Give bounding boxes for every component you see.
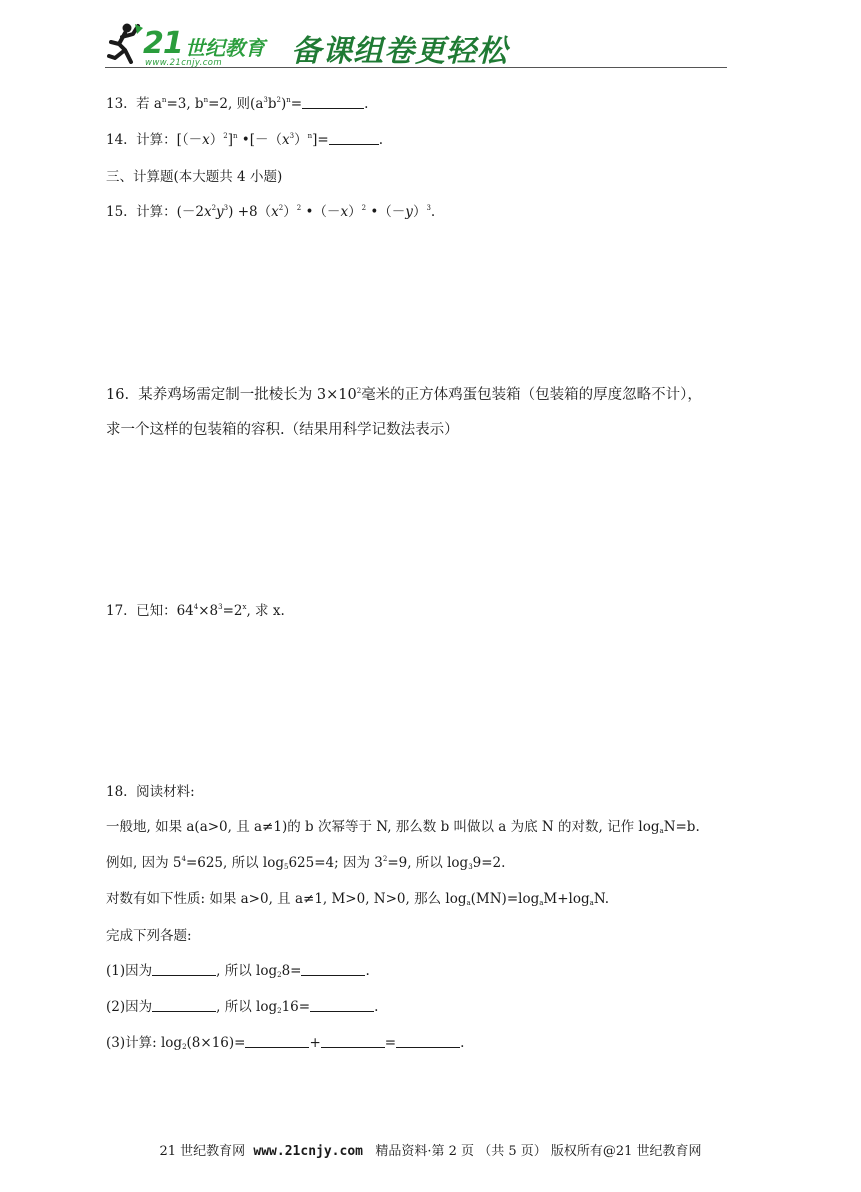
section-heading: 三、计算题(本大题共 4 小题) xyxy=(106,169,283,185)
page-header xyxy=(105,20,727,72)
answer-blank xyxy=(329,132,379,145)
answer-blank xyxy=(396,1035,460,1048)
header-slogan: 备课组卷更轻松 xyxy=(291,34,508,69)
property-paragraph: 对数有如下性质: 如果 a>0, 且 a≠1, M>0, N>0, 那么 $\log_a(MN)=\log_aM+\log_aN$. xyxy=(106,891,610,907)
sub-question-1: (1)因为 , 所以 $\log_28=$ . xyxy=(106,963,370,979)
page-footer xyxy=(0,1140,861,1159)
question-number: 15. xyxy=(106,204,128,220)
footer-site-name: 21 世纪教育网 xyxy=(159,1144,246,1159)
footer-page-info: 精品资料·第 2 页 （共 5 页） 版权所有@21 世纪教育网 xyxy=(375,1144,702,1159)
logo-number: 21 xyxy=(143,26,183,61)
answer-blank xyxy=(152,999,216,1012)
header-divider xyxy=(105,67,727,68)
question-13: 13. 若 $a^n=3$, $b^n=2$, 则$(a^3b^2)^n=$ . xyxy=(106,96,369,112)
sub-question-2: (2)因为 , 所以 $\log_216=$ . xyxy=(106,999,379,1015)
answer-blank xyxy=(302,96,364,109)
footer-url-link[interactable]: www.21cnjy.com xyxy=(253,1144,363,1159)
question-16-line-2: 求一个这样的包装箱的容积.（结果用科学记数法表示） xyxy=(106,422,459,438)
question-number: 18. xyxy=(106,784,128,800)
logo-text: 世纪教育 xyxy=(185,36,265,60)
definition-paragraph: 一般地, 如果 a(a>0, 且 a≠1)的 b 次幂等于 N, 那么数 b 叫做以 a 为底 N 的对数, 记作 $\log_aN=b$. xyxy=(106,819,700,835)
question-number: 13. xyxy=(106,96,128,112)
answer-blank xyxy=(245,1035,309,1048)
question-15: 15. 计算：$(-2x^2y^3) +8(x^2)^2$ $•(-x)^2$ $•(-y)^3$. xyxy=(106,204,436,220)
instruction-text: 完成下列各题: xyxy=(106,928,192,944)
answer-blank xyxy=(310,999,374,1012)
question-number: 14. xyxy=(106,132,128,148)
answer-blank xyxy=(301,963,365,976)
question-16-line-1: 16. 某养鸡场需定制一批棱长为 $3\times 10^2$毫米的正方体鸡蛋包装箱（包装箱的厚度忽略不计）， xyxy=(106,387,702,403)
example-paragraph: 例如, 因为 $5^4=625$, 所以 $\log_5625=4$; 因为 $3^2=9$, 所以 $\log_39=2$. xyxy=(106,855,506,871)
question-number: 16. xyxy=(106,387,130,403)
runner-logo-icon xyxy=(105,22,145,64)
question-number: 17. xyxy=(106,603,128,619)
sub-question-3: (3)计算: $\log_2(8\times 16)=$ + = . xyxy=(106,1035,465,1051)
answer-blank xyxy=(321,1035,385,1048)
question-18-title: 18. 阅读材料: xyxy=(106,784,195,800)
question-14: 14. 计算：$[(-x)^2]^n$ $•[-(x^3)^n]=$ . xyxy=(106,132,384,148)
question-17: 17. 已知：$64^4\times 8^3=2^x$, 求 x. xyxy=(106,603,285,619)
answer-blank xyxy=(152,963,216,976)
logo-url: www.21cnjy.com xyxy=(145,58,223,68)
